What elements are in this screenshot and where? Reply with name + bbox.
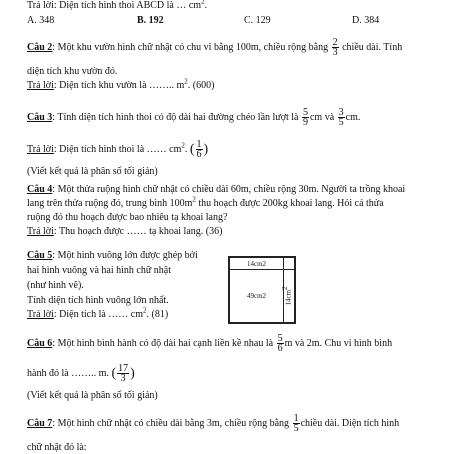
- q6-label: Câu 6: [27, 337, 53, 349]
- q2-label: Câu 2: [27, 41, 53, 53]
- q4-line3: ruộng đó thu hoạch được bao nhiêu tạ khoai lang?: [27, 212, 228, 223]
- q6-note: (Viết kết quả là phân số tối giản): [27, 390, 158, 401]
- q2-fraction: $\frac{2}{3}$: [332, 37, 338, 58]
- q7-line2: chữ nhật đó là:: [27, 442, 87, 453]
- q3-line1: Câu 3: Tính diện tích hình thoi có độ dài hai đường chéo lần lượt là $\frac{5}{9}$ cm và $\frac{3}{5}$ cm.: [27, 107, 361, 128]
- top-answer-line: Trả lời: Diện tích hình thoi ABCD là … $cm^2$.: [27, 0, 208, 11]
- q5-line1: Câu 5: Một hình vuông lớn được ghép bởi: [27, 250, 198, 261]
- q5-line3: (như hình vẽ).: [27, 280, 84, 291]
- q5-figure: [228, 256, 296, 324]
- q7-line1: Câu 7: Một hình chữ nhật có chiều dài bằng 3m, chiều rộng bằng $\frac{1}{5}$ chiều dài. Diện tích hình: [27, 413, 400, 434]
- q5-line4: Tính diện tích hình vuông lớn nhất.: [27, 295, 169, 306]
- q6-line1: Câu 6: Một hình bình hành có độ dài hai cạnh liền kề nhau là $\frac{5}{6}$ m và 2m. Chu vi hình bình: [27, 333, 393, 354]
- q5-answer: Trả lời: Diện tích là …… $cm^2$. (81): [27, 306, 169, 320]
- q3-answer-fraction: $\frac{1}{6}$: [196, 139, 202, 160]
- q4-line1: Câu 4: Một thửa ruộng hình chữ nhật có chiều dài 60m, chiều rộng 30m. Người ta trồng khoai: [27, 184, 406, 195]
- q4-answer: Trả lời: Thu hoạch được …… tạ khoai lang. (36): [27, 226, 223, 237]
- option-a: A. 348: [27, 15, 55, 26]
- q6-answer-fraction: $\frac{17}{3}$: [118, 363, 129, 384]
- q3-answer: Trả lời: Diện tích hình thoi là …… $cm^2$. ( $\frac{1}{6}$ ): [27, 139, 209, 160]
- q3-label: Câu 3: [27, 111, 53, 123]
- q5-label: Câu 5: [27, 250, 53, 261]
- q3-note: (Viết kết quả là phân số tối giản): [27, 166, 158, 177]
- q6-answer: hành đó là …….. m. ( $\frac{17}{3}$ ): [27, 363, 135, 384]
- q7-fraction: $\frac{1}{5}$: [293, 413, 299, 434]
- option-b: B. 192: [137, 15, 164, 26]
- q5-line2: hai hình vuông và hai hình chữ nhật: [27, 265, 172, 276]
- option-c: C. 129: [244, 15, 271, 26]
- q6-fraction: $\frac{5}{6}$: [277, 333, 283, 354]
- q5-figure-side-rect: $14cm^2$: [283, 269, 295, 323]
- q2-answer: Trả lời: Diện tích khu vườn là …….. $m^2$. (600): [27, 77, 215, 91]
- q4-label: Câu 4: [27, 184, 53, 195]
- q3-fraction-2: $\frac{3}{5}$: [338, 107, 344, 128]
- q7-label: Câu 7: [27, 417, 53, 429]
- q2-line1: Câu 2: Một khu vườn hình chữ nhật có chu vi bằng 100m, chiều rộng bằng $\frac{2}{3}$ chiều dài. Tính: [27, 37, 403, 58]
- q5-figure-big-square: 49cm 2: [229, 269, 284, 323]
- q3-fraction-1: $\frac{5}{9}$: [302, 107, 308, 128]
- q5-figure-top-rect: 14cm 2: [229, 257, 284, 270]
- option-d: D. 384: [352, 15, 380, 26]
- q4-line2: lang trên thửa ruộng đó, trung bình $100m^2$ thu hoạch được 200kg khoai lang. Hỏi cả thửa: [27, 195, 384, 209]
- q2-line2: diện tích khu vườn đó.: [27, 66, 118, 77]
